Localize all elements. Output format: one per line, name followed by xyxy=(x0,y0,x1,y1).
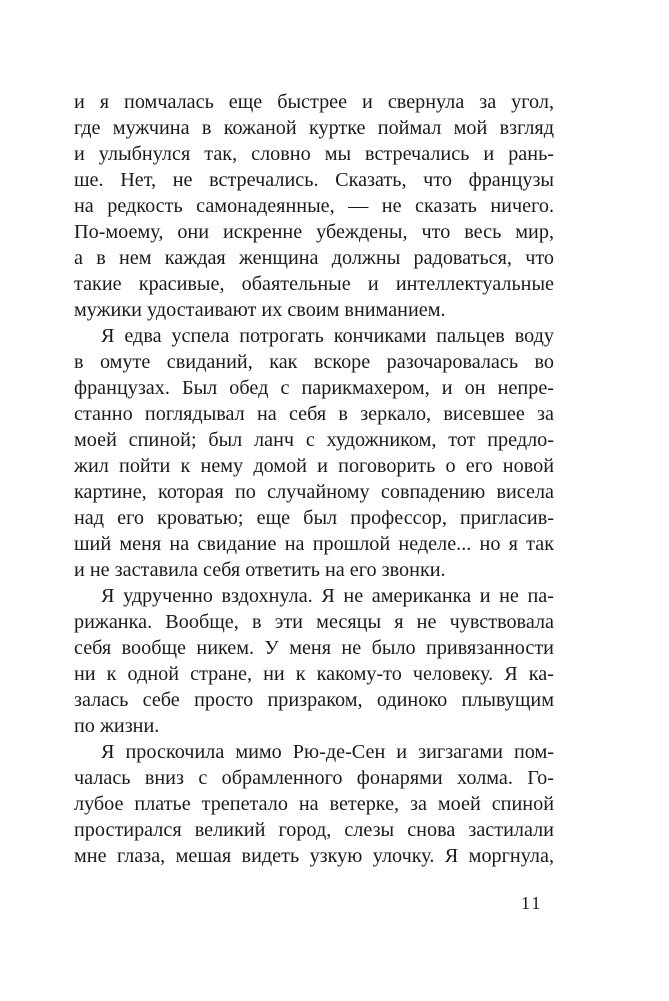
text-line: на редкость самонадеянные, — не сказать ничего. xyxy=(74,195,554,217)
text-line: над его кроватью; еще был профессор, пригласив- xyxy=(74,507,554,529)
text-line: жил пойти к нему домой и поговорить о его новой xyxy=(74,455,554,477)
text-line: в омуте свиданий, как вскоре разочаровалась во xyxy=(74,351,554,373)
text-line: и я помчалась еще быстрее и свернула за угол, xyxy=(74,91,554,113)
text-line: чалась вниз с обрамленного фонарями холма. Го- xyxy=(74,767,554,789)
text-line: где мужчина в кожаной куртке поймал мой взгляд xyxy=(74,117,554,139)
text-line: мужики удостаивают их своим вниманием. xyxy=(74,299,446,321)
text-line: моей спиной; был ланч с художником, тот предло- xyxy=(74,429,554,451)
text-line: Я проскочила мимо Рю-де-Сен и зигзагами пом- xyxy=(101,741,554,763)
text-line: себя вообще никем. У меня не было привязанности xyxy=(74,637,554,659)
page-number: 11 xyxy=(521,893,543,913)
text-line: рижанка. Вообще, в эти месяцы я не чувствовала xyxy=(74,611,554,633)
text-line: а в нем каждая женщина должны радоваться, что xyxy=(74,247,554,269)
text-line: Я едва успела потрогать кончиками пальцев воду xyxy=(101,325,554,347)
text-line: По-моему, они искренне убеждены, что весь мир, xyxy=(74,221,554,243)
text-line: ший меня на свидание на прошлой неделе... но я так xyxy=(74,533,554,555)
text-line: по жизни. xyxy=(74,715,160,737)
text-line: залась себе просто призраком, одиноко плывущим xyxy=(74,689,554,711)
text-line: Я удрученно вздохнула. Я не американка и не па- xyxy=(101,585,554,607)
text-line: станно поглядывал на себя в зеркало, висевшее за xyxy=(74,403,554,425)
text-line: лубое платье трепетало на ветерке, за моей спиной xyxy=(74,793,554,815)
text-line: французах. Был обед с парикмахером, и он непре- xyxy=(74,377,554,399)
text-line: картине, которая по случайному совпадению висела xyxy=(74,481,554,503)
text-line: ше. Нет, не встречались. Сказать, что французы xyxy=(74,169,554,191)
body-text xyxy=(74,89,554,869)
text-line: мне глаза, мешая видеть узкую улочку. Я моргнула, xyxy=(74,845,554,867)
text-line: простирался великий город, слезы снова застилали xyxy=(74,819,554,841)
text-line: ни к одной стране, ни к какому-то человеку. Я ка- xyxy=(74,663,554,685)
text-line: и не заставила себя ответить на его звонки. xyxy=(74,559,446,581)
text-line: и улыбнулся так, словно мы встречались и рань- xyxy=(74,143,554,165)
text-line: такие красивые, обаятельные и интеллектуальные xyxy=(74,273,554,295)
